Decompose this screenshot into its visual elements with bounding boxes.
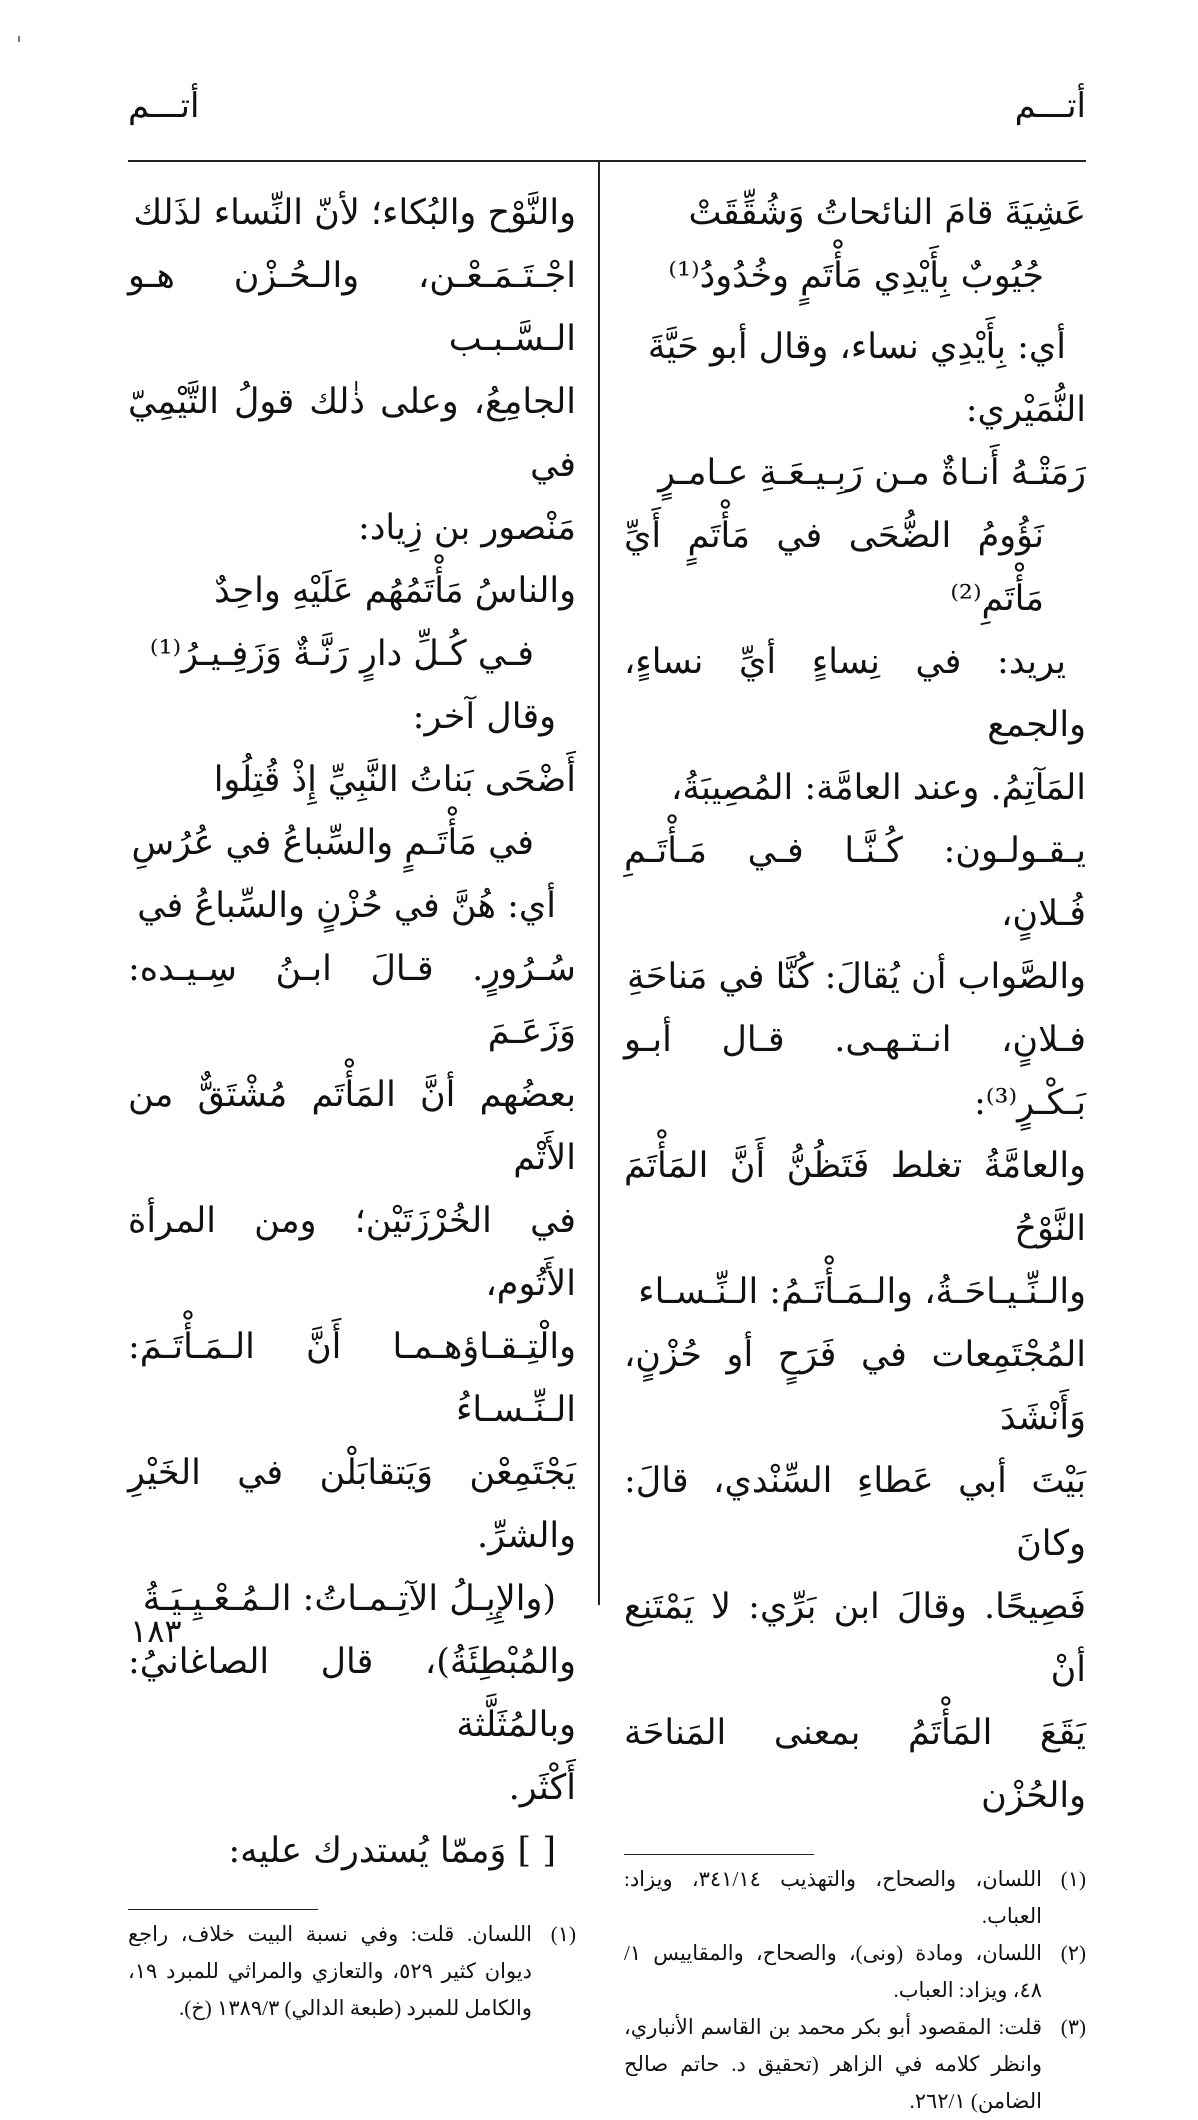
text-line: سُـرُورٍ. قـالَ ابـنُ سِـيـده: وَزَعَـمَ — [128, 949, 576, 1052]
running-header-right: أتـــم — [1014, 86, 1086, 126]
footnote-rule — [624, 1854, 814, 1855]
text-line: الجامِعُ، وعلى ذٰلك قولُ التَّيْمِيّ في — [128, 382, 576, 485]
footnote-text: قلت: المقصود أبو بكر محمد بن القاسم الأنباري، وانظر كلامه في الزاهر (تحقيق د. حاتم صالح الضامن) ٢٦٢/١. — [624, 2015, 1042, 2113]
verse-line: والناسُ مَأْتَمُهُم عَلَيْهِ واحِدٌ — [214, 571, 576, 611]
footnote — [624, 2009, 1086, 2120]
text-line: يَقَعَ المَأْتَمُ بمعنى المَناحَة والحُزْن — [624, 1713, 1086, 1816]
verse-line: جُيُوبٌ بِأَيْدِي مَأْتَمٍ وخُدُودُ⁽¹⁾ — [668, 256, 1044, 296]
scan-mark — [18, 36, 20, 42]
footnotes-left — [128, 1916, 576, 2027]
verse-line: في مَأْتَـمٍ والسِّباعُ في عُرُسِ — [131, 823, 534, 863]
footnote-text: اللسان. قلت: وفي نسبة البيت خلاف، راجع ديوان كثير ٥٢٩، والتعازي والمراثي للمبرد ١٩، والكامل للمبرد (طبعة الدالي) ١٣٨٩/٣ (خ). — [128, 1922, 532, 2020]
page-number: ١٨٣ — [130, 1612, 182, 1650]
footnote — [624, 1935, 1086, 2009]
footnote-number: (٣) — [1060, 2015, 1086, 2039]
text-line: أي: بِأَيْدِي نساء، وقال أبو حَيَّةَ — [647, 327, 1066, 367]
text-line: وقال آخر: — [412, 697, 556, 737]
column-divider — [598, 160, 600, 1605]
verse-line: عَشِيَةَ قامَ النائحاتُ وَشُقِّقَتْ — [688, 193, 1086, 233]
right-column — [624, 182, 1086, 2120]
text-line: فَصِيحًا. وقالَ ابن بَرِّي: لا يَمْتَنِع أنْ — [624, 1587, 1086, 1690]
verse-line: أَضْحَى بَناتُ النَّبِيِّ إِذْ قُتِلُوا — [213, 760, 576, 800]
text-line: يَجْتَمِعْن وَيَتقابَلْن في الخَيْرِ والشرِّ. — [128, 1453, 576, 1556]
verse-line: رَمَتْـهُ أَنـاةٌ مـن رَبِـيـعَـةِ عـامـرٍ — [658, 453, 1086, 493]
text-line: بعضُهم أنَّ المَأْتَم مُشْتَقٌّ من الأَتْم — [128, 1075, 576, 1178]
text-line: والعامَّةُ تغلط فَتَظُنُّ أَنَّ المَأْتَمَ النَّوْحُ — [624, 1146, 1086, 1249]
text-line: النُّمَيْري: — [965, 390, 1086, 430]
text-line: (والإِبِـلُ الآتِـمـاتُ: الـمُـعْـيِـيَـةُ — [142, 1579, 556, 1619]
text-line: بَيْتَ أبي عَطاءِ السِّنْدي، قالَ: وكانَ — [624, 1461, 1086, 1564]
text-line: والـنِّـيـاحَـةُ، والـمَـأْتَـمُ: الـنِّـسـاء — [638, 1272, 1086, 1312]
verse-line: فـي كُـلِّ دارٍ رَنَّـةٌ وَزَفِـيـرُ⁽¹⁾ — [149, 634, 534, 674]
text-line: [ ] وَممّا يُستدرك عليه: — [228, 1831, 556, 1871]
footnote-text: اللسان، ومادة (ونى)، والصحاح، والمقاييس ١/ ٤٨، ويزاد: العباب. — [624, 1941, 1042, 2002]
footnotes-right — [624, 1861, 1086, 2120]
header-rule — [128, 160, 1086, 162]
running-header-left: أتـــم — [128, 86, 200, 126]
text-line: يـقـولـون: كُـنَّـا فـي مَـأْتَـمِ فُـلانٍ، — [624, 831, 1086, 934]
footnote-number: (١) — [550, 1922, 576, 1946]
text-line: والمُبْطِئَةُ)، قال الصاغانيُ: وبالمُثَلَّثة — [128, 1642, 576, 1745]
text-line: والصَّواب أن يُقالَ: كُنَّا في مَناحَةِ — [627, 957, 1086, 997]
footnote-text: اللسان، والصحاح، والتهذيب ٣٤١/١٤، ويزاد: العباب. — [624, 1867, 1042, 1928]
text-line: في الخُرْزَتَيْن؛ ومن المرأة الأَتُوم، — [128, 1201, 576, 1304]
text-line: والنَّوْح والبُكاء؛ لأنّ النِّساء لذَلك — [133, 193, 576, 233]
text-line: المَآتِمُ. وعند العامَّة: المُصِيبَةُ، — [671, 768, 1086, 808]
left-column — [128, 182, 576, 2027]
footnote-number: (١) — [1060, 1867, 1086, 1891]
text-line: والْتِـقـاؤهـمـا أَنَّ الـمَـأْتَـمَ: الـنِّـسـاءُ — [128, 1327, 576, 1430]
text-line: فـلانٍ، انـتـهـى. قـال أبـو بَـكْـرٍ⁽³⁾: — [624, 1020, 1086, 1123]
verse-line: نَؤُومُ الضُّحَى في مَأْتَمٍ أَيِّ مَأْتَمِ⁽²⁾ — [624, 516, 1044, 619]
footnote-rule — [128, 1909, 318, 1910]
footnote-number: (٢) — [1060, 1941, 1086, 1965]
footnote — [624, 1861, 1086, 1935]
text-line: المُجْتَمِعات في فَرَحٍ أو حُزْنٍ، وَأَنْشَدَ — [624, 1335, 1086, 1438]
footnote — [128, 1916, 576, 2027]
text-line: اجْـتَـمَـعْـن، والـحُـزْن هـو الـسَّـبـب — [128, 256, 576, 359]
text-line: أَكْثَر. — [508, 1768, 576, 1808]
text-line: يريد: في نِساءٍ أيِّ نساءٍ، والجمع — [624, 642, 1086, 745]
text-line: مَنْصور بن زِياد: — [358, 508, 576, 548]
text-line: أي: هُنَّ في حُزْنٍ والسِّباعُ في — [137, 886, 556, 926]
